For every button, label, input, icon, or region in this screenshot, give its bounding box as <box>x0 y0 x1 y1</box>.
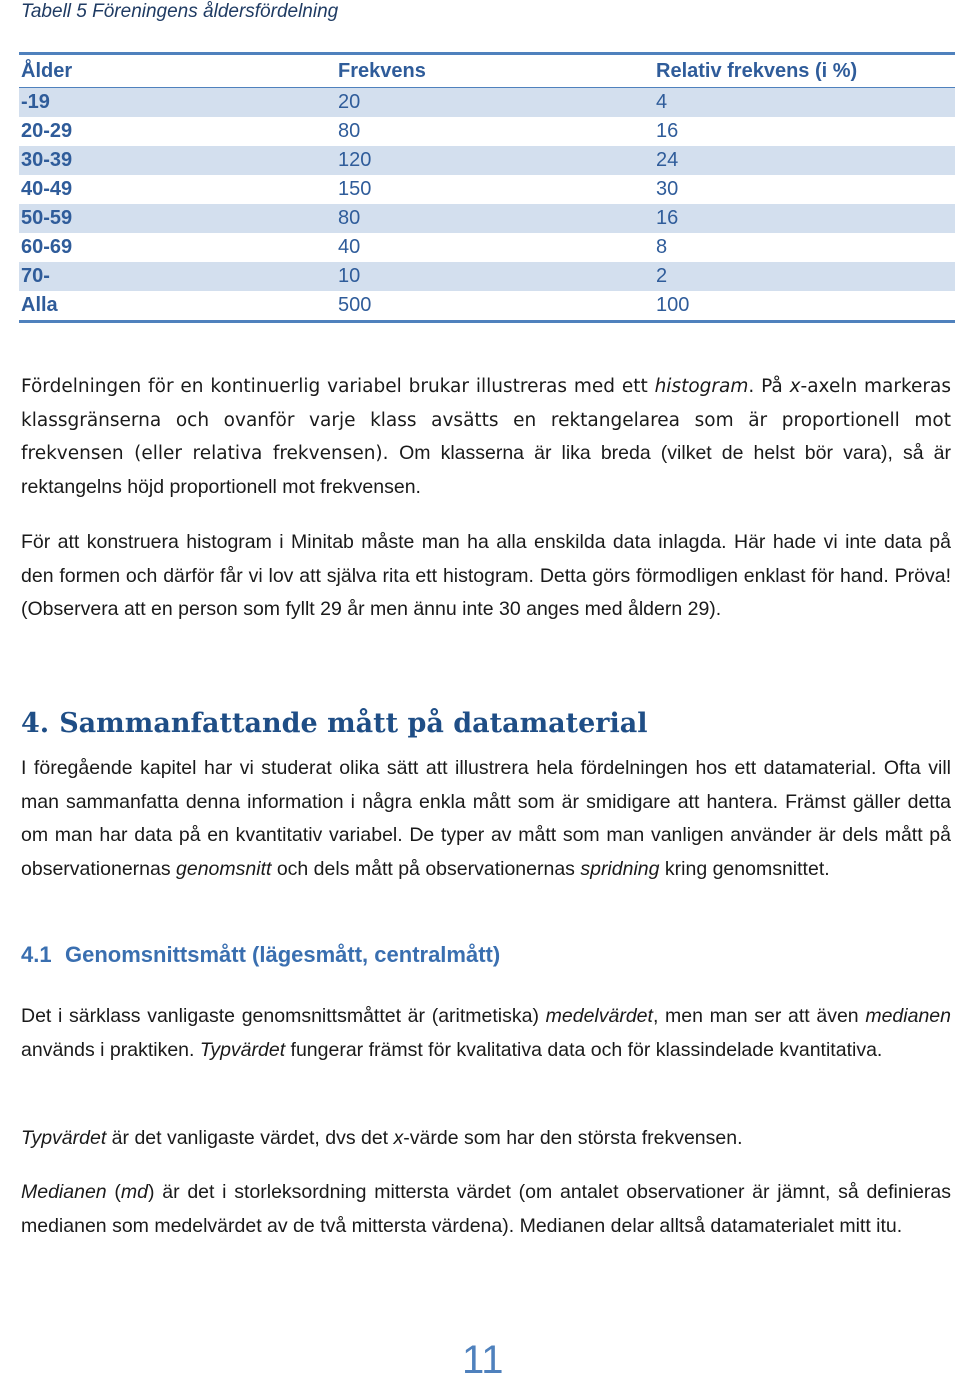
table-row <box>19 146 955 175</box>
emphasis-histogram: histogram <box>654 376 749 397</box>
table-row <box>19 204 955 233</box>
frequency-cell: 80 <box>338 207 361 229</box>
table-row <box>19 175 955 204</box>
emphasis-genomsnitt: genomsnitt <box>176 857 272 880</box>
frequency-cell: 150 <box>338 178 372 200</box>
age-cell: 70- <box>21 265 50 287</box>
paragraph-text: -värde som har den största frekvensen. <box>403 1127 743 1149</box>
paragraph-text: ) är det i storleksordning mittersta värdet (om antalet observationer är jämnt, så definieras medianen som medelvärdet av de två mittersta värdena). Medianen delar alltså datamaterialet mitt itu. <box>21 1181 952 1237</box>
relative-frequency-cell: 8 <box>656 236 668 258</box>
paragraph-text: I föregående kapitel har vi studerat olika sätt att illustrera hela fördelningen hos ett datamaterial. Ofta vill man sammanfatta denna information i några enkla mått som är smidigare att hantera. Främst gäller detta om man har data på en kvantitativ variabel. De typer av mått som man vanligen använder är dels mått på observationernas <box>21 757 951 880</box>
emphasis-spridning: spridning <box>580 857 660 880</box>
paragraph-text: , men man ser att även <box>652 1005 866 1027</box>
age-distribution-table <box>19 52 955 323</box>
table-row <box>19 88 955 118</box>
section-title: Sammanfattande mått på datamaterial <box>59 708 648 739</box>
median-paragraph <box>21 1176 951 1243</box>
histogram-paragraph <box>21 370 951 504</box>
emphasis-typvardet: Typvärdet <box>199 1038 286 1061</box>
age-cell: 20-29 <box>21 120 73 142</box>
frequency-cell: 40 <box>338 236 361 258</box>
emphasis-x: x <box>789 376 801 397</box>
relative-frequency-cell: 100 <box>654 291 955 322</box>
minitab-paragraph: För att konstruera histogram i Minitab måste man ha alla enskilda data inlagda. Här hade vi inte data på den formen och därför får vi lov att själva rita ett histogram. Detta görs förmodligen enklast för hand. Pröva! (Observera att en person som fyllt 29 år men ännu inte 30 anges med åldern 29). <box>21 531 951 620</box>
header-relative-frequency: Relativ frekvens (i %) <box>654 54 955 88</box>
paragraph-text: -axeln markeras klassgränserna och ovanför varje klass avsätts en rektangelarea som är proportionell mot frekvensen (eller relativa frekvensen). <box>21 376 952 464</box>
average-measures-paragraph <box>21 1000 951 1067</box>
frequency-cell: 10 <box>338 265 361 287</box>
paragraph-text: är det vanligaste värdet, dvs det <box>106 1127 394 1149</box>
relative-frequency-cell: 4 <box>656 91 668 113</box>
emphasis-md: md <box>120 1181 148 1203</box>
age-cell: 50-59 <box>21 207 73 229</box>
section-number: 4.1 <box>21 942 52 967</box>
table-row <box>19 262 955 291</box>
paragraph-text: fungerar främst för kvalitativa data och för klassindelade kvantitativa. <box>285 1038 883 1061</box>
section-4-1-heading <box>21 942 500 968</box>
section-number: 4. <box>21 708 50 739</box>
relative-frequency-cell: 16 <box>656 120 679 142</box>
age-cell: -19 <box>21 91 50 113</box>
table-total-row <box>19 291 955 322</box>
relative-frequency-cell: 16 <box>656 207 679 229</box>
mode-paragraph <box>21 1122 951 1156</box>
emphasis-medianen: medianen <box>865 1005 951 1027</box>
page-number: 11 <box>462 1338 504 1382</box>
frequency-cell: 120 <box>338 149 372 171</box>
emphasis-medianen: Medianen <box>21 1181 107 1203</box>
frequency-cell: 500 <box>336 291 654 322</box>
section-title: Genomsnittsmått (lägesmått, centralmått) <box>65 942 501 967</box>
age-cell: 60-69 <box>21 236 73 258</box>
header-frequency: Frekvens <box>336 54 654 88</box>
emphasis-medelvardet: medelvärdet <box>545 1005 653 1027</box>
paragraph-text: används i praktiken. <box>21 1038 200 1061</box>
table-row <box>19 117 955 146</box>
table-row <box>19 233 955 262</box>
age-cell: Alla <box>19 291 336 322</box>
paragraph-text: . På <box>748 376 790 397</box>
table-caption: Tabell 5 Föreningens åldersfördelning <box>21 1 339 22</box>
age-cell: 30-39 <box>21 149 73 171</box>
paragraph-text: ( <box>106 1181 121 1203</box>
paragraph-text: Fördelningen för en kontinuerlig variabel brukar illustreras med ett <box>21 376 655 397</box>
paragraph-text: och dels mått på observationernas <box>271 857 581 880</box>
relative-frequency-cell: 2 <box>656 265 668 287</box>
summary-paragraph <box>21 752 951 886</box>
emphasis-typvardet: Typvärdet <box>21 1127 107 1149</box>
emphasis-x: x <box>393 1127 404 1149</box>
relative-frequency-cell: 30 <box>656 178 679 200</box>
paragraph-text: Det i särklass vanligaste genomsnittsmåttet är (aritmetiska) <box>21 1005 546 1027</box>
relative-frequency-cell: 24 <box>656 149 679 171</box>
frequency-cell: 80 <box>338 120 361 142</box>
header-age: Ålder <box>19 54 336 88</box>
section-4-heading <box>21 708 648 739</box>
paragraph-text: kring genomsnittet. <box>659 857 830 880</box>
paragraph-text: Om klasserna är lika breda (vilket de helst bör vara), så är rektangelns höjd proportionell mot frekvensen. <box>21 442 951 498</box>
table-header-row <box>19 54 955 88</box>
frequency-cell: 20 <box>338 91 361 113</box>
age-cell: 40-49 <box>21 178 73 200</box>
